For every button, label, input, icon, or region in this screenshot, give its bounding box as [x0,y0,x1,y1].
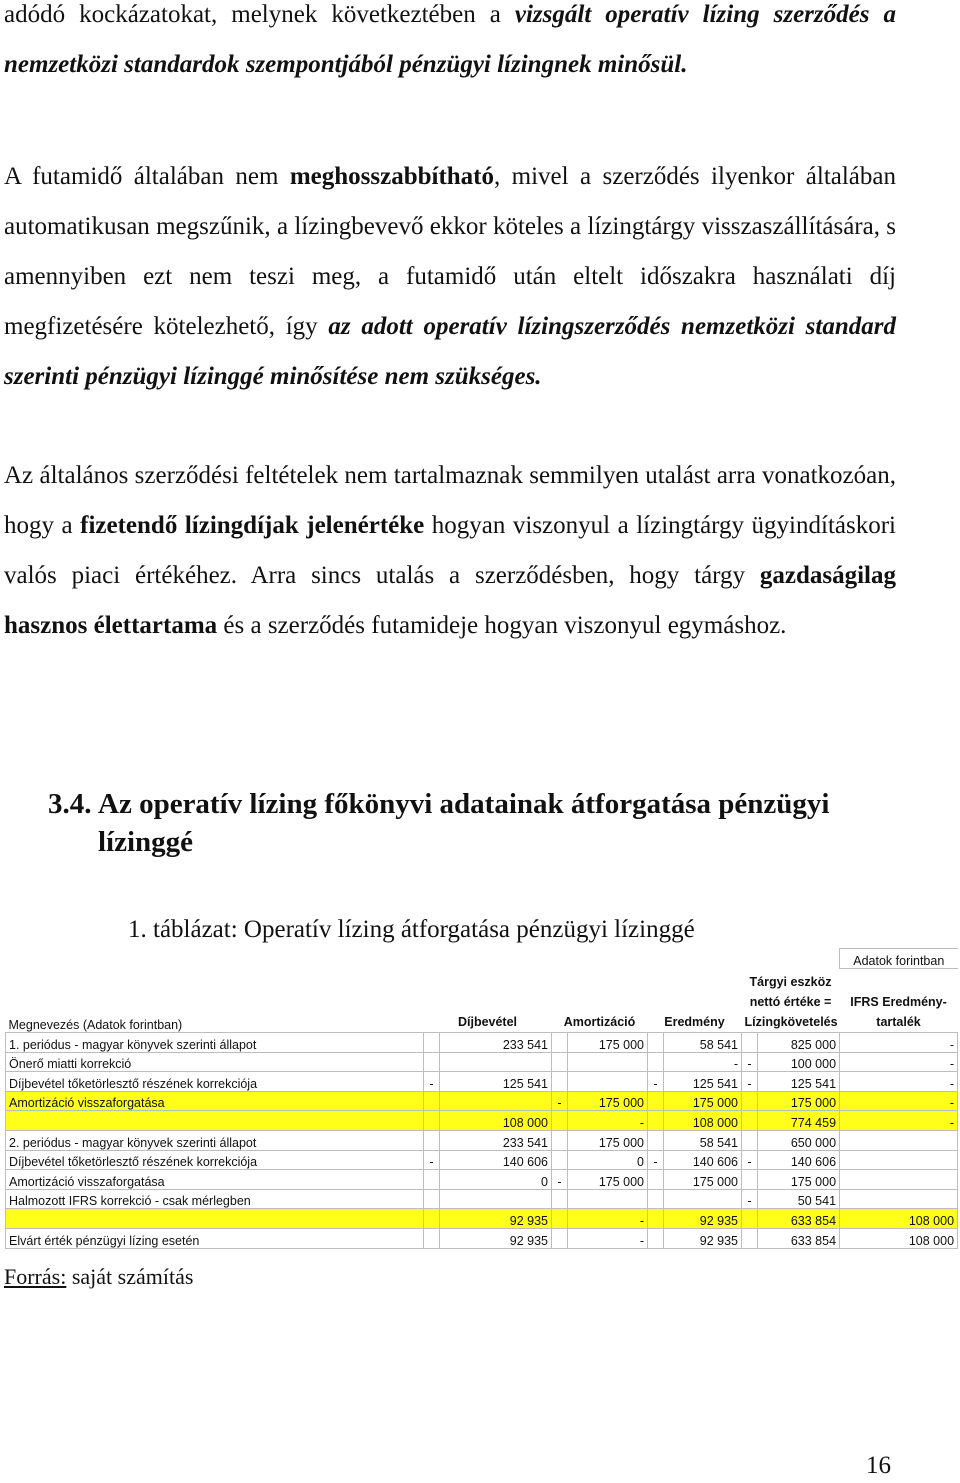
asset-sign [742,1111,758,1131]
fee-sign [424,1131,440,1151]
amortization-value: 175 000 [568,1131,648,1151]
fee-sign [424,1209,440,1229]
amortization-value: 175 000 [568,1170,648,1190]
leasing-table [5,948,957,1249]
asset-sign [742,1131,758,1151]
paragraph-3 [4,451,896,651]
amortization-value: - [568,1111,648,1131]
fee-value: 233 541 [440,1131,552,1151]
paragraph-1 [4,0,896,90]
header-asset-line3: Lízingkövetelés [744,1015,838,1030]
amortization-value [568,1052,648,1072]
table-header-spacer [6,949,840,969]
asset-sign: - [742,1189,758,1209]
amortization-sign [552,1072,568,1092]
fee-sign [424,1033,440,1053]
row-name: Amortizáció visszaforgatása [6,1091,424,1111]
ifrs-value: - [840,1072,958,1092]
asset-value: 633 854 [758,1229,840,1249]
fee-sign [424,1170,440,1190]
asset-value: 140 606 [758,1150,840,1170]
result-sign [648,1229,664,1249]
fee-value: 92 935 [440,1209,552,1229]
result-value: 125 541 [664,1072,742,1092]
result-sign [648,1209,664,1229]
row-name [6,1209,424,1229]
amortization-sign [552,1229,568,1249]
source-text: saját számítás [66,1264,194,1289]
fee-value [440,1091,552,1111]
table-row [6,1052,958,1072]
ifrs-value [840,1150,958,1170]
paragraph-text: és a szerződés futamideje hogyan viszonyul egymáshoz. [217,612,787,639]
source-note [4,1262,193,1292]
table-row [6,1150,958,1170]
result-sign [648,1091,664,1111]
paragraph-emphasis: az adott operatív lízingszerződés nemzetközi standard szerinti pénzügyi lízinggé minősítése nem szükséges. [4,313,896,390]
ifrs-value: - [840,1052,958,1072]
result-sign: - [648,1150,664,1170]
asset-value: 175 000 [758,1170,840,1190]
ifrs-value: 108 000 [840,1209,958,1229]
ifrs-value [840,1189,958,1209]
fee-sign [424,1189,440,1209]
paragraph-text: Az általános szerződési feltételek nem tartalmaznak semmilyen utalást arra vonatkozóan, hogy a [4,462,896,539]
amortization-sign [552,1150,568,1170]
fee-value [440,1052,552,1072]
paragraph-bold: meghosszabbítható [289,163,494,190]
amortization-value: 0 [568,1150,648,1170]
fee-sign [424,1091,440,1111]
asset-value: 633 854 [758,1209,840,1229]
fee-sign: - [424,1072,440,1092]
result-sign: - [648,1072,664,1092]
table-row [6,1170,958,1190]
amortization-value: - [568,1229,648,1249]
amortization-sign [552,1033,568,1053]
asset-sign: - [742,1052,758,1072]
row-name: Halmozott IFRS korrekció - csak mérlegben [6,1189,424,1209]
table-row [6,1209,958,1229]
header-result [648,968,742,1033]
paragraph-bold: fizetendő lízingdíjak jelenértéke [80,512,425,539]
asset-value: 774 459 [758,1111,840,1131]
result-value [664,1189,742,1209]
asset-sign [742,1209,758,1229]
result-value: 108 000 [664,1111,742,1131]
amortization-value [568,1189,648,1209]
table-row [6,1033,958,1053]
ifrs-value: 108 000 [840,1229,958,1249]
amortization-value: 175 000 [568,1091,648,1111]
result-value: 175 000 [664,1170,742,1190]
result-value: 92 935 [664,1229,742,1249]
table-caption: 1. táblázat: Operatív lízing átforgatása pénzügyi lízinggé [128,916,695,943]
ifrs-value [840,1170,958,1190]
header-fee [424,968,552,1033]
header-ifrs [840,968,958,1033]
result-value: 140 606 [664,1150,742,1170]
asset-sign: - [742,1072,758,1092]
fee-value: 140 606 [440,1150,552,1170]
table-row [6,1072,958,1092]
fee-value [440,1189,552,1209]
header-amortization-label: Amortizáció [563,1015,636,1030]
amortization-sign [552,1131,568,1151]
unit-note: Adatok forintban [840,949,958,969]
ifrs-value: - [840,1091,958,1111]
header-ifrs-line2: tartalék [876,1015,921,1030]
paragraph-text: adódó kockázatokat, melynek következtében a [4,1,515,28]
asset-sign: - [742,1150,758,1170]
amortization-sign [552,1111,568,1131]
fee-value: 0 [440,1170,552,1190]
paragraph-text: hogyan viszonyul a lízingtárgy ügyindításkori valós piaci értékéhez. Arra sincs utalás a szerződésben, hogy tárgy [4,512,896,589]
fee-sign [424,1229,440,1249]
asset-sign [742,1170,758,1190]
paragraph-text: , mivel a szerződés ilyenkor általában automatikusan megszűnik, a lízingbevevő ekkor köteles a lízingtárgy visszaszállítására, s amennyiben ezt nem teszi meg, a futamidő után eltelt időszakra használati díj megfizetésére kötelezhető, így [4,163,896,340]
paragraph-2 [4,152,896,402]
amortization-sign [552,1209,568,1229]
fee-value: 108 000 [440,1111,552,1131]
asset-value: 175 000 [758,1091,840,1111]
page-number: 16 [866,1452,891,1479]
header-name: Megnevezés (Adatok forintban) [6,968,424,1033]
ifrs-value: - [840,1111,958,1131]
paragraph-text: A futamidő általában nem [4,163,290,190]
result-sign [648,1111,664,1131]
asset-sign [742,1033,758,1053]
result-sign [648,1189,664,1209]
amortization-value: 175 000 [568,1033,648,1053]
result-sign [648,1033,664,1053]
fee-sign: - [424,1150,440,1170]
table-row [6,1131,958,1151]
row-name: 2. periódus - magyar könyvek szerinti állapot [6,1131,424,1151]
result-value: 58 541 [664,1033,742,1053]
asset-value: 125 541 [758,1072,840,1092]
result-value: - [664,1052,742,1072]
amortization-value [568,1072,648,1092]
asset-sign [742,1229,758,1249]
result-value: 175 000 [664,1091,742,1111]
fee-value: 125 541 [440,1072,552,1092]
asset-value: 100 000 [758,1052,840,1072]
result-value: 92 935 [664,1209,742,1229]
asset-value: 825 000 [758,1033,840,1053]
header-amortization [552,968,648,1033]
section-number: 3.4. [48,788,92,820]
header-fee-label: Díjbevétel [457,1015,518,1030]
ifrs-value [840,1131,958,1151]
table-row [6,1111,958,1131]
fee-sign [424,1111,440,1131]
row-name [6,1111,424,1131]
row-name: Díjbevétel tőketörlesztő részének korrekciója [6,1150,424,1170]
section-title: Az operatív lízing főkönyvi adatainak átforgatása pénzügyi lízinggé [98,788,830,858]
amortization-sign: - [552,1091,568,1111]
asset-value: 50 541 [758,1189,840,1209]
fee-value: 92 935 [440,1229,552,1249]
row-name: Önerő miatti korrekció [6,1052,424,1072]
result-sign [648,1131,664,1151]
amortization-sign: - [552,1170,568,1190]
fee-sign [424,1052,440,1072]
row-name: Amortizáció visszaforgatása [6,1170,424,1190]
header-asset-line2: nettó értéke = [749,995,832,1010]
amortization-value: - [568,1209,648,1229]
row-name: Díjbevétel tőketörlesztő részének korrekciója [6,1072,424,1092]
amortization-sign [552,1052,568,1072]
paragraph-emphasis: vizsgált operatív lízing szerződés a nemzetközi standardok szempontjából pénzügyi lízingnek minősül. [4,1,896,78]
paragraph-bold: gazdaságilag hasznos élettartama [4,562,896,639]
result-value: 58 541 [664,1131,742,1151]
row-name: 1. periódus - magyar könyvek szerinti állapot [6,1033,424,1053]
result-sign [648,1170,664,1190]
table-row [6,1229,958,1249]
header-asset-line1: Tárgyi eszköz [749,975,832,990]
header-ifrs-line1: IFRS Eredmény- [850,995,947,1010]
asset-value: 650 000 [758,1131,840,1151]
header-asset-value [742,968,840,1033]
header-result-label: Eredmény [664,1015,725,1030]
ifrs-value: - [840,1033,958,1053]
result-sign [648,1052,664,1072]
amortization-sign [552,1189,568,1209]
asset-sign [742,1091,758,1111]
source-label: Forrás: [4,1264,67,1289]
row-name: Elvárt érték pénzügyi lízing esetén [6,1229,424,1249]
section-heading [48,785,868,861]
table-row [6,1091,958,1111]
fee-value: 233 541 [440,1033,552,1053]
table-row [6,1189,958,1209]
